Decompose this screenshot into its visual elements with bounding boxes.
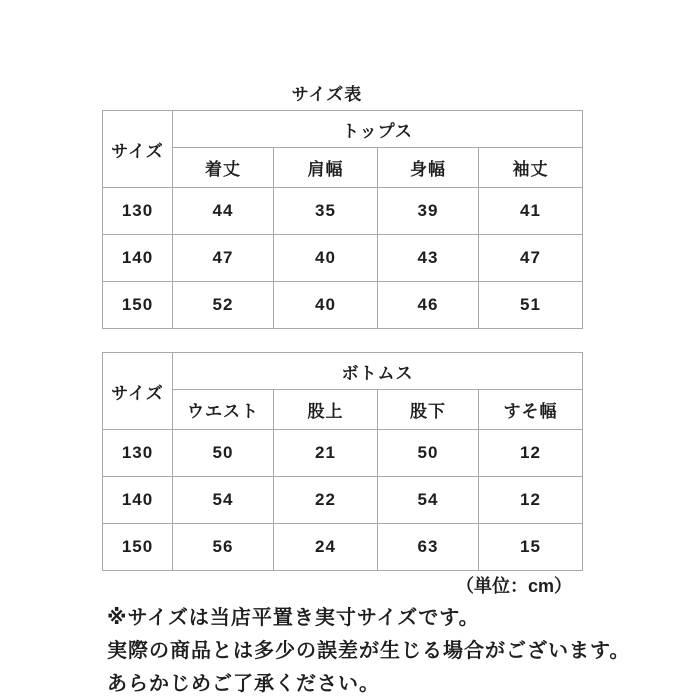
unit-note: （単位：cm） (455, 576, 572, 596)
value-cell: 12 (479, 477, 583, 524)
tops-column-header-shoulder: 肩幅 (274, 148, 378, 188)
value-cell: 22 (274, 477, 378, 524)
table-row (103, 188, 583, 235)
value-cell: 51 (479, 282, 583, 329)
value-cell: 24 (274, 524, 378, 571)
value-cell: 39 (378, 188, 479, 235)
bottoms-group-header: ボトムス (173, 353, 583, 390)
size-cell: 140 (103, 235, 173, 282)
tops-size-table (102, 110, 583, 329)
value-cell: 52 (173, 282, 274, 329)
tops-column-header-row (103, 148, 583, 188)
value-cell: 44 (173, 188, 274, 235)
value-cell: 41 (479, 188, 583, 235)
bottoms-column-header-waist: ウエスト (173, 390, 274, 430)
tops-size-column-header: サイズ (103, 111, 173, 188)
footnote-line: 実際の商品とは多少の誤差が生じる場合がございます。 (107, 640, 631, 662)
table-row (103, 524, 583, 571)
bottoms-column-header-hem-width: すそ幅 (479, 390, 583, 430)
value-cell: 63 (378, 524, 479, 571)
value-cell: 47 (173, 235, 274, 282)
table-row (103, 477, 583, 524)
table-row (103, 430, 583, 477)
value-cell: 21 (274, 430, 378, 477)
bottoms-column-header-inseam: 股下 (378, 390, 479, 430)
value-cell: 43 (378, 235, 479, 282)
bottoms-size-table (102, 352, 583, 571)
size-cell: 130 (103, 430, 173, 477)
value-cell: 54 (173, 477, 274, 524)
value-cell: 54 (378, 477, 479, 524)
footnote-line: ※サイズは当店平置き実寸サイズです。 (107, 607, 480, 629)
footnote-line: あらかじめご了承ください。 (107, 673, 380, 695)
tops-group-header: トップス (173, 111, 583, 148)
tops-group-header-row (103, 111, 583, 148)
size-cell: 130 (103, 188, 173, 235)
size-cell: 150 (103, 524, 173, 571)
size-cell: 150 (103, 282, 173, 329)
tops-column-header-length: 着丈 (173, 148, 274, 188)
value-cell: 46 (378, 282, 479, 329)
bottoms-size-column-header: サイズ (103, 353, 173, 430)
table-row (103, 282, 583, 329)
table-row (103, 235, 583, 282)
value-cell: 40 (274, 282, 378, 329)
value-cell: 12 (479, 430, 583, 477)
value-cell: 50 (378, 430, 479, 477)
value-cell: 56 (173, 524, 274, 571)
value-cell: 40 (274, 235, 378, 282)
value-cell: 15 (479, 524, 583, 571)
value-cell: 35 (274, 188, 378, 235)
value-cell: 50 (173, 430, 274, 477)
footnotes (107, 602, 630, 700)
bottoms-column-header-row (103, 390, 583, 430)
tops-column-header-sleeve: 袖丈 (479, 148, 583, 188)
bottoms-group-header-row (103, 353, 583, 390)
tops-column-header-body-width: 身幅 (378, 148, 479, 188)
bottoms-column-header-rise: 股上 (274, 390, 378, 430)
size-cell: 140 (103, 477, 173, 524)
page-title: サイズ表 (291, 85, 363, 104)
value-cell: 47 (479, 235, 583, 282)
